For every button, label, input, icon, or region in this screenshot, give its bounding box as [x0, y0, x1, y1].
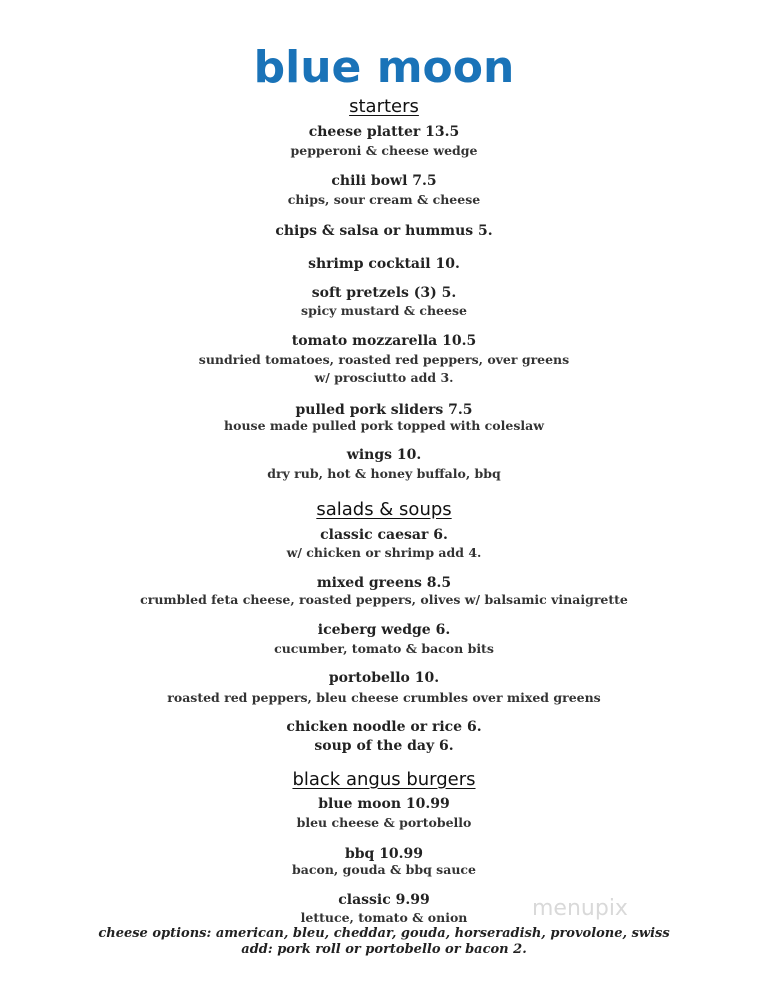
section-burgers-heading: black angus burgers [292, 769, 476, 790]
watermark: menupix [532, 896, 628, 921]
desc-cheese-platter: pepperoni & cheese wedge [290, 143, 478, 158]
item-chili-bowl: chili bowl 7.5 [331, 173, 437, 189]
item-portobello: portobello 10. [328, 670, 440, 686]
item-shrimp-cocktail: shrimp cocktail 10. [308, 256, 460, 272]
desc-wings: dry rub, hot & honey buffalo, bbq [267, 466, 501, 481]
desc-chili-bowl: chips, sour cream & cheese [287, 192, 481, 207]
item-iceberg-wedge: iceberg wedge 6. [317, 622, 451, 638]
add-options-note: add: pork roll or portobello or bacon 2. [241, 942, 527, 957]
desc-pulled-pork-sliders: house made pulled pork topped with coleslaw [224, 418, 544, 433]
item-chips-salsa: chips & salsa or hummus 5. [275, 223, 493, 239]
item-soup-of-the-day: soup of the day 6. [314, 738, 454, 754]
item-chicken-noodle: chicken noodle or rice 6. [286, 719, 482, 735]
item-classic-caesar: classic caesar 6. [320, 527, 448, 543]
item-cheese-platter: cheese platter 13.5 [308, 124, 460, 140]
desc-classic-burger: lettuce, tomato & onion [300, 910, 468, 925]
desc-blue-moon-burger: bleu cheese & portobello [296, 815, 472, 830]
desc-classic-caesar: w/ chicken or shrimp add 4. [286, 545, 482, 560]
desc-bbq-burger: bacon, gouda & bbq sauce [292, 862, 476, 877]
item-soft-pretzels: soft pretzels (3) 5. [311, 285, 457, 301]
item-wings: wings 10. [346, 447, 422, 463]
item-blue-moon-burger: blue moon 10.99 [318, 796, 450, 812]
item-tomato-mozzarella: tomato mozzarella 10.5 [291, 333, 477, 349]
desc-mixed-greens: crumbled feta cheese, roasted peppers, olives w/ balsamic vinaigrette [140, 592, 628, 607]
section-salads-heading: salads & soups [316, 499, 452, 520]
desc-tomato-mozzarella-add: w/ prosciutto add 3. [314, 370, 454, 385]
desc-portobello: roasted red peppers, bleu cheese crumbles over mixed greens [167, 690, 601, 705]
item-mixed-greens: mixed greens 8.5 [316, 575, 452, 591]
item-classic-burger: classic 9.99 [338, 892, 430, 908]
menu-title: blue moon [253, 42, 515, 93]
cheese-options-note: cheese options: american, bleu, cheddar, gouda, horseradish, provolone, swiss [98, 926, 670, 941]
item-bbq-burger: bbq 10.99 [344, 846, 424, 862]
desc-tomato-mozzarella: sundried tomatoes, roasted red peppers, over greens [198, 352, 570, 367]
desc-iceberg-wedge: cucumber, tomato & bacon bits [274, 641, 494, 656]
section-starters-heading: starters [349, 96, 419, 117]
item-pulled-pork-sliders: pulled pork sliders 7.5 [295, 402, 473, 418]
desc-soft-pretzels: spicy mustard & cheese [301, 303, 467, 318]
